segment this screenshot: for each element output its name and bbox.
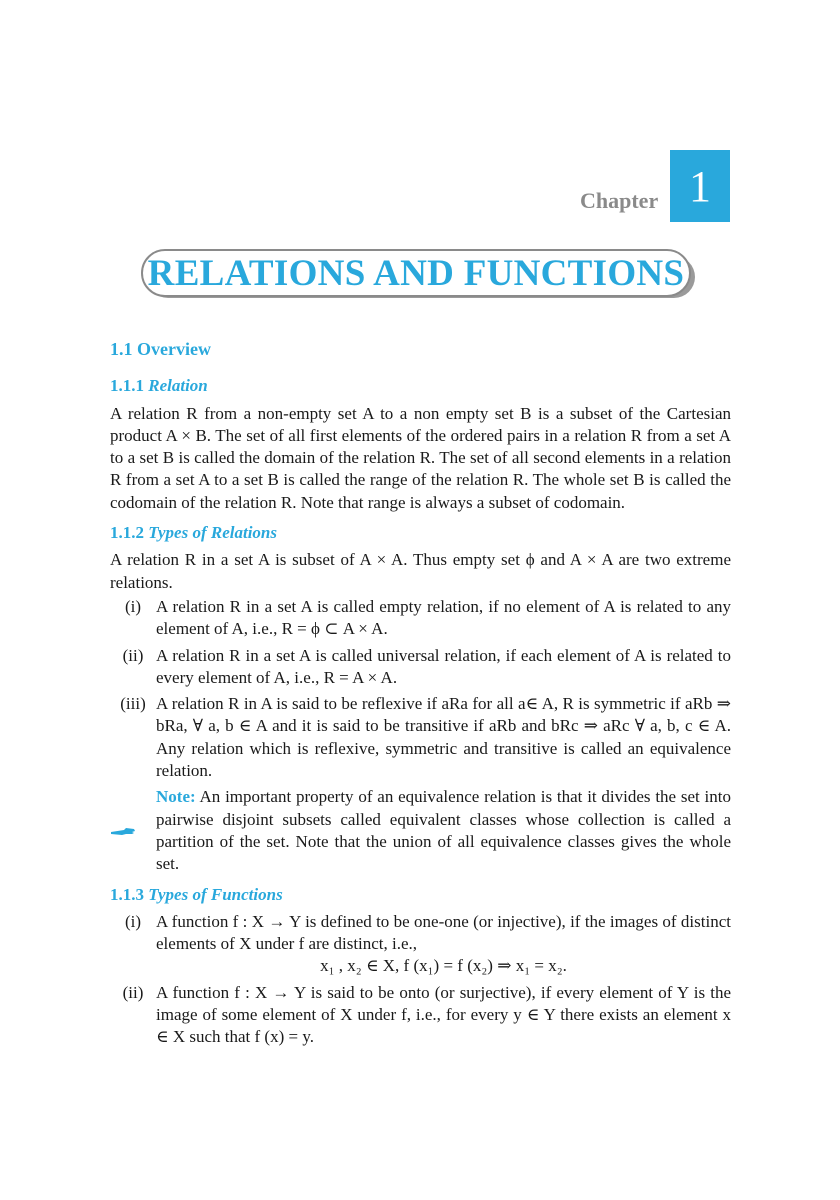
relation-heading-title: Relation [148, 376, 208, 396]
list-item [110, 596, 731, 641]
note-body: An important property of an equivalence relation is that it divides the set into pairwise disjoint subsets called equivalent classes whose collection is called a partition of the set. Note that the union of all equivalence classes gives the whole set. [156, 787, 731, 874]
list-item-text: A function f : X → Y is defined to be one-one (or injective), if the images of distinct elements of X under f are distinct, i.e., [156, 911, 731, 954]
list-item [110, 911, 731, 978]
note-text [156, 786, 731, 875]
note-block [110, 786, 731, 875]
chapter-label: Chapter [580, 188, 659, 213]
list-item-body [156, 911, 731, 978]
note-label: Note: [156, 787, 196, 807]
chapter-number-badge: 1 [670, 150, 730, 222]
list-item-number: (iii) [120, 694, 146, 714]
list-item-text: A relation R in a set A is called universal relation, if each element of A is related to every element of A, i.e., R = A × A. [156, 645, 731, 687]
injective-formula: x₁ , x₂ ∈ X, f (x₁) = f (x₂) ⇒ x₁ = x₂. [320, 956, 567, 976]
relation-heading [110, 375, 731, 397]
page-content [110, 338, 731, 1053]
types-relations-title: Types of Relations [148, 523, 277, 543]
types-relations-intro: A relation R in a set A is subset of A × A. Thus empty set ϕ and A × A are two extreme relations. [110, 550, 731, 592]
list-item [110, 693, 731, 782]
types-functions-heading [110, 884, 731, 906]
list-item [110, 982, 731, 1049]
note-marker [110, 786, 156, 875]
types-relations-number: 1.1.2 [110, 523, 144, 543]
list-item-text: A relation R in a set A is called empty relation, if no element of A is related to any element of A, i.e., R = ϕ ⊂ A × A. [156, 596, 731, 639]
types-relations-heading [110, 522, 731, 544]
list-item-text: A function f : X → Y is said to be onto (or surjective), if every element of Y is the image of some element of X under f, i.e., for every y ∈ Y there exists an element x ∈ X such that f (x) = y. [156, 982, 731, 1047]
list-item-number: (i) [124, 596, 142, 616]
types-functions-title: Types of Functions [148, 884, 283, 904]
relation-paragraph: A relation R from a non-empty set A to a non empty set B is a subset of the Cartesian product A × B. The set of all first elements of the ordered pairs in a relation R from a set A to a set B is called the domain of the relation R. The set of all second elements in a relation R from a set A to a set B is called the range of the relation R. The whole set B is called the codomain of the relation R. Note that range is always a subset of codomain. [110, 403, 731, 512]
list-item [110, 645, 731, 690]
list-item-number: (ii) [122, 982, 144, 1002]
chapter-title: RELATIONS AND FUNCTIONS [141, 249, 691, 297]
types-functions-number: 1.1.3 [110, 884, 144, 904]
list-item-text: A relation R in A is said to be reflexive if aRa for all a∈ A, R is symmetric if aRb ⇒ bRa, ∀ a, b ∈ A and it is said to be transitive if aRb and bRc ⇒ aRc ∀ a, b, c ∈ A. Any relation which is reflexive, symmetric and transitive is called an equivalence relation. [156, 694, 731, 781]
list-item-number: (i) [124, 911, 142, 931]
pointing-hand-icon [110, 825, 136, 837]
relation-heading-number: 1.1.1 [110, 376, 144, 396]
list-item-number: (ii) [122, 645, 144, 665]
section-overview-heading: 1.1 Overview [110, 339, 211, 359]
